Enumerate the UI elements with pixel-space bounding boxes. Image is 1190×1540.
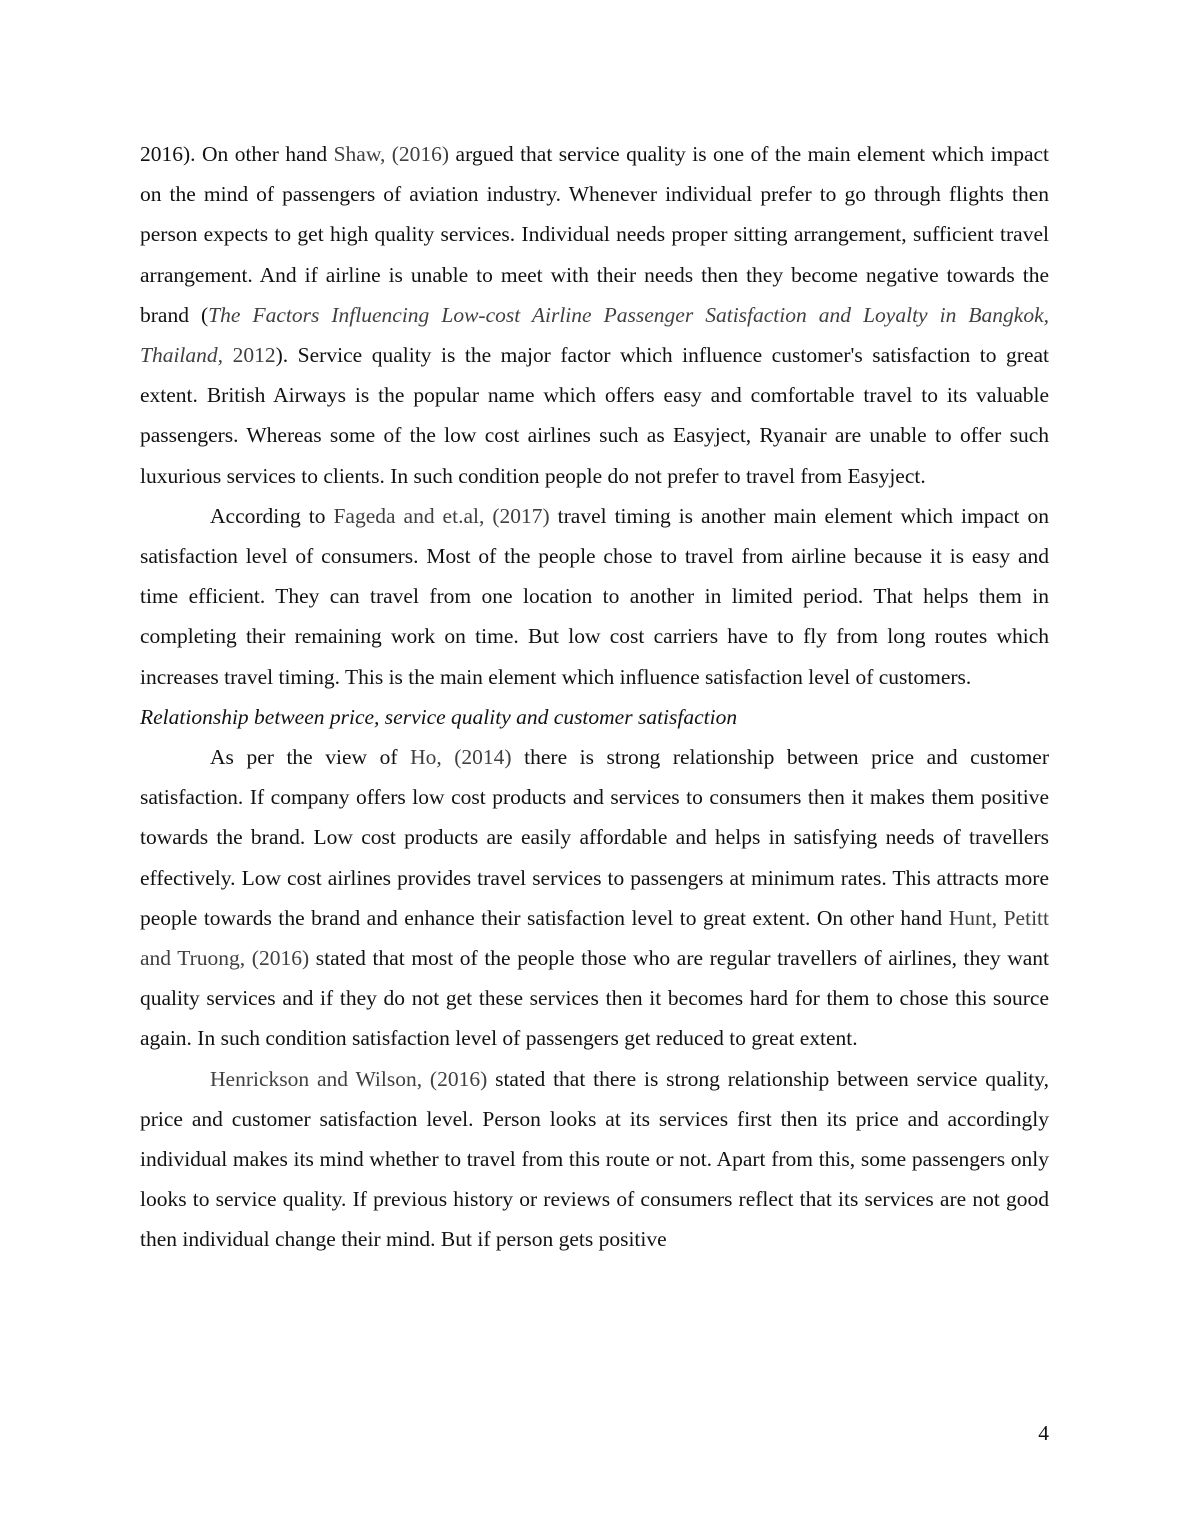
citation-ho: Ho, (2014) bbox=[410, 745, 512, 770]
text-run: argued that service quality is one of the main element which impact on the mind of passengers of aviation industry. Whenever individual prefer to go through flights then person expects to get high quality services. Individual needs proper sitting arrangement, sufficient travel arrangement. And if airline is unable to meet with their needs then they become negative towards the brand ( bbox=[140, 142, 1050, 327]
text-run: stated that most of the people those who are regular travellers of airlines, they want quality services and if they do not get these services then it becomes hard for them to chose this source again. In such condition satisfaction level of passengers get reduced to great extent. bbox=[140, 946, 1049, 1051]
body-text bbox=[140, 134, 1049, 1260]
paragraph-1 bbox=[140, 134, 1049, 496]
text-run: According to bbox=[210, 503, 334, 528]
text-run: stated that there is strong relationship between service quality, price and customer satisfaction level. Person looks at its services first then its price and accordingly individual makes its mind whether to travel from this route or not. Apart from this, some passengers only looks to service quality. If previous history or reviews of consumers reflect that its services are not good then individual change their mind. But if person gets positive bbox=[140, 1066, 1049, 1252]
text-run: As per the view of bbox=[210, 745, 411, 770]
text-run: ). Service quality is the major factor which influence customer's satisfaction to great extent. British Airways is the popular name which offers easy and comfortable travel to its valuable passengers. Whereas some of the low cost airlines such as Easyject, Ryanair are unable to offer such luxurious services to clients. In such condition people do not prefer to travel from Easyject. bbox=[140, 343, 1049, 488]
citation-year: 2012 bbox=[223, 343, 276, 368]
text-run: travel timing is another main element which impact on satisfaction level of consumers. Most of the people chose to travel from airline because it is easy and time efficient. They can travel from one location to another in limited period. That helps them in completing their remaining work on time. But low cost carriers have to fly from long routes which increases travel timing. This is the main element which influence satisfaction level of customers. bbox=[140, 503, 1050, 689]
paragraph-2 bbox=[140, 496, 1049, 697]
text-run: there is strong relationship between price and customer satisfaction. If company offers low cost products and services to consumers then it makes them positive towards the brand. Low cost products are easily affordable and helps in satisfying needs of travellers effectively. Low cost airlines provides travel services to passengers at minimum rates. This attracts more people towards the brand and enhance their satisfaction level to great extent. On other hand bbox=[140, 745, 1049, 930]
citation-shaw: Shaw, (2016) bbox=[333, 142, 450, 166]
citation-henrickson: Henrickson and Wilson, (2016) bbox=[210, 1066, 488, 1091]
section-heading: Relationship between price, service quality and customer satisfaction bbox=[140, 704, 738, 729]
text-run: 2016). On other hand bbox=[140, 142, 334, 166]
paragraph-3 bbox=[140, 737, 1049, 1059]
page-number: 4 bbox=[1038, 1421, 1049, 1445]
citation-fageda: Fageda and et.al, (2017) bbox=[333, 503, 550, 528]
paragraph-4 bbox=[140, 1059, 1049, 1260]
citation-hunt: Hunt, Petitt and Truong, (2016) bbox=[140, 905, 1049, 971]
citation-title: The Factors Influencing Low-cost Airline Passenger Satisfaction and Loyalty in Bangkok, Thailand, bbox=[140, 302, 1049, 368]
